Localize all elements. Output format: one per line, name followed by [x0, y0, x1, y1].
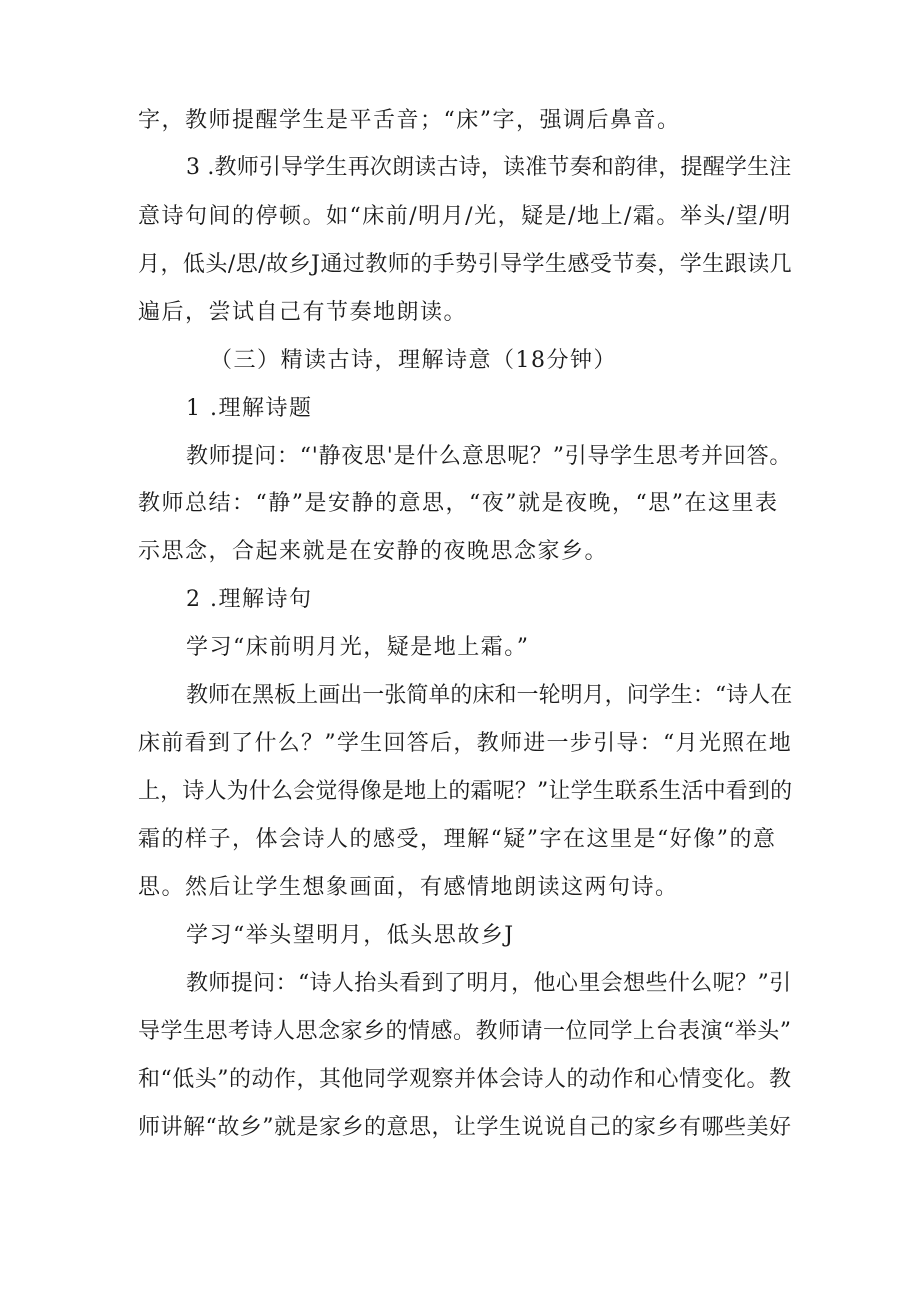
list-item-1: 1 .理解诗题 [186, 396, 313, 421]
text-line: 和“低头”的动作，其他同学观察并体会诗人的动作和心情变化。教 [138, 1067, 792, 1092]
list-item-3: 3 .教师引导学生再次朗读古诗，读准节奏和韵律，提醒学生注 [186, 155, 792, 180]
text-line: 字，教师提醒学生是平舌音；“床”字，强调后鼻音。 [138, 108, 681, 133]
text-line: 教师提问：“诗人抬头看到了明月，他心里会想些什么呢？”引 [186, 971, 792, 996]
text-line: 教师在黑板上画出一张简单的床和一轮明月，问学生：“诗人在 [186, 683, 793, 708]
text-line: 霜的样子，体会诗人的感受，理解“疑”字在这里是“好像”的意 [138, 827, 777, 852]
text-line: 学习“举头望明月，低头思故乡J [186, 923, 515, 948]
text-line: 遍后，尝试自己有节奏地朗读。 [138, 300, 468, 325]
text-line: 教师提问：“'静夜思'是什么意思呢？”引导学生思考并回答。 [186, 444, 793, 469]
text-line: 思。然后让学生想象画面，有感情地朗读这两句诗。 [138, 875, 679, 900]
text-line: 示思念，合起来就是在安静的夜晚思念家乡。 [138, 539, 609, 564]
text-line: 月，低头/思/故乡J通过教师的手势引导学生感受节奏，学生跟读几 [138, 252, 793, 277]
text-line: 师讲解“故乡”就是家乡的意思，让学生说说自己的家乡有哪些美好 [138, 1115, 792, 1140]
text-line: 床前看到了什么？”学生回答后，教师进一步引导：“月光照在地 [138, 731, 792, 756]
text-line: 意诗句间的停顿。如“床前/明月/光，疑是/地上/霜。举头/望/明 [138, 204, 792, 229]
text-line: 教师总结：“静”是安静的意思，“夜”就是夜晚，“思”在这里表 [138, 491, 779, 516]
text-line: 学习“床前明月光，疑是地上霜。” [186, 635, 530, 660]
section-heading: （三）精读古诗，理解诗意（18分钟） [210, 348, 617, 373]
list-item-2: 2 .理解诗句 [186, 587, 313, 612]
text-line: 上，诗人为什么会觉得像是地上的霜呢？”让学生联系生活中看到的 [138, 779, 793, 804]
text-line: 导学生思考诗人思念家乡的情感。教师请一位同学上台表演“举头” [138, 1019, 792, 1044]
